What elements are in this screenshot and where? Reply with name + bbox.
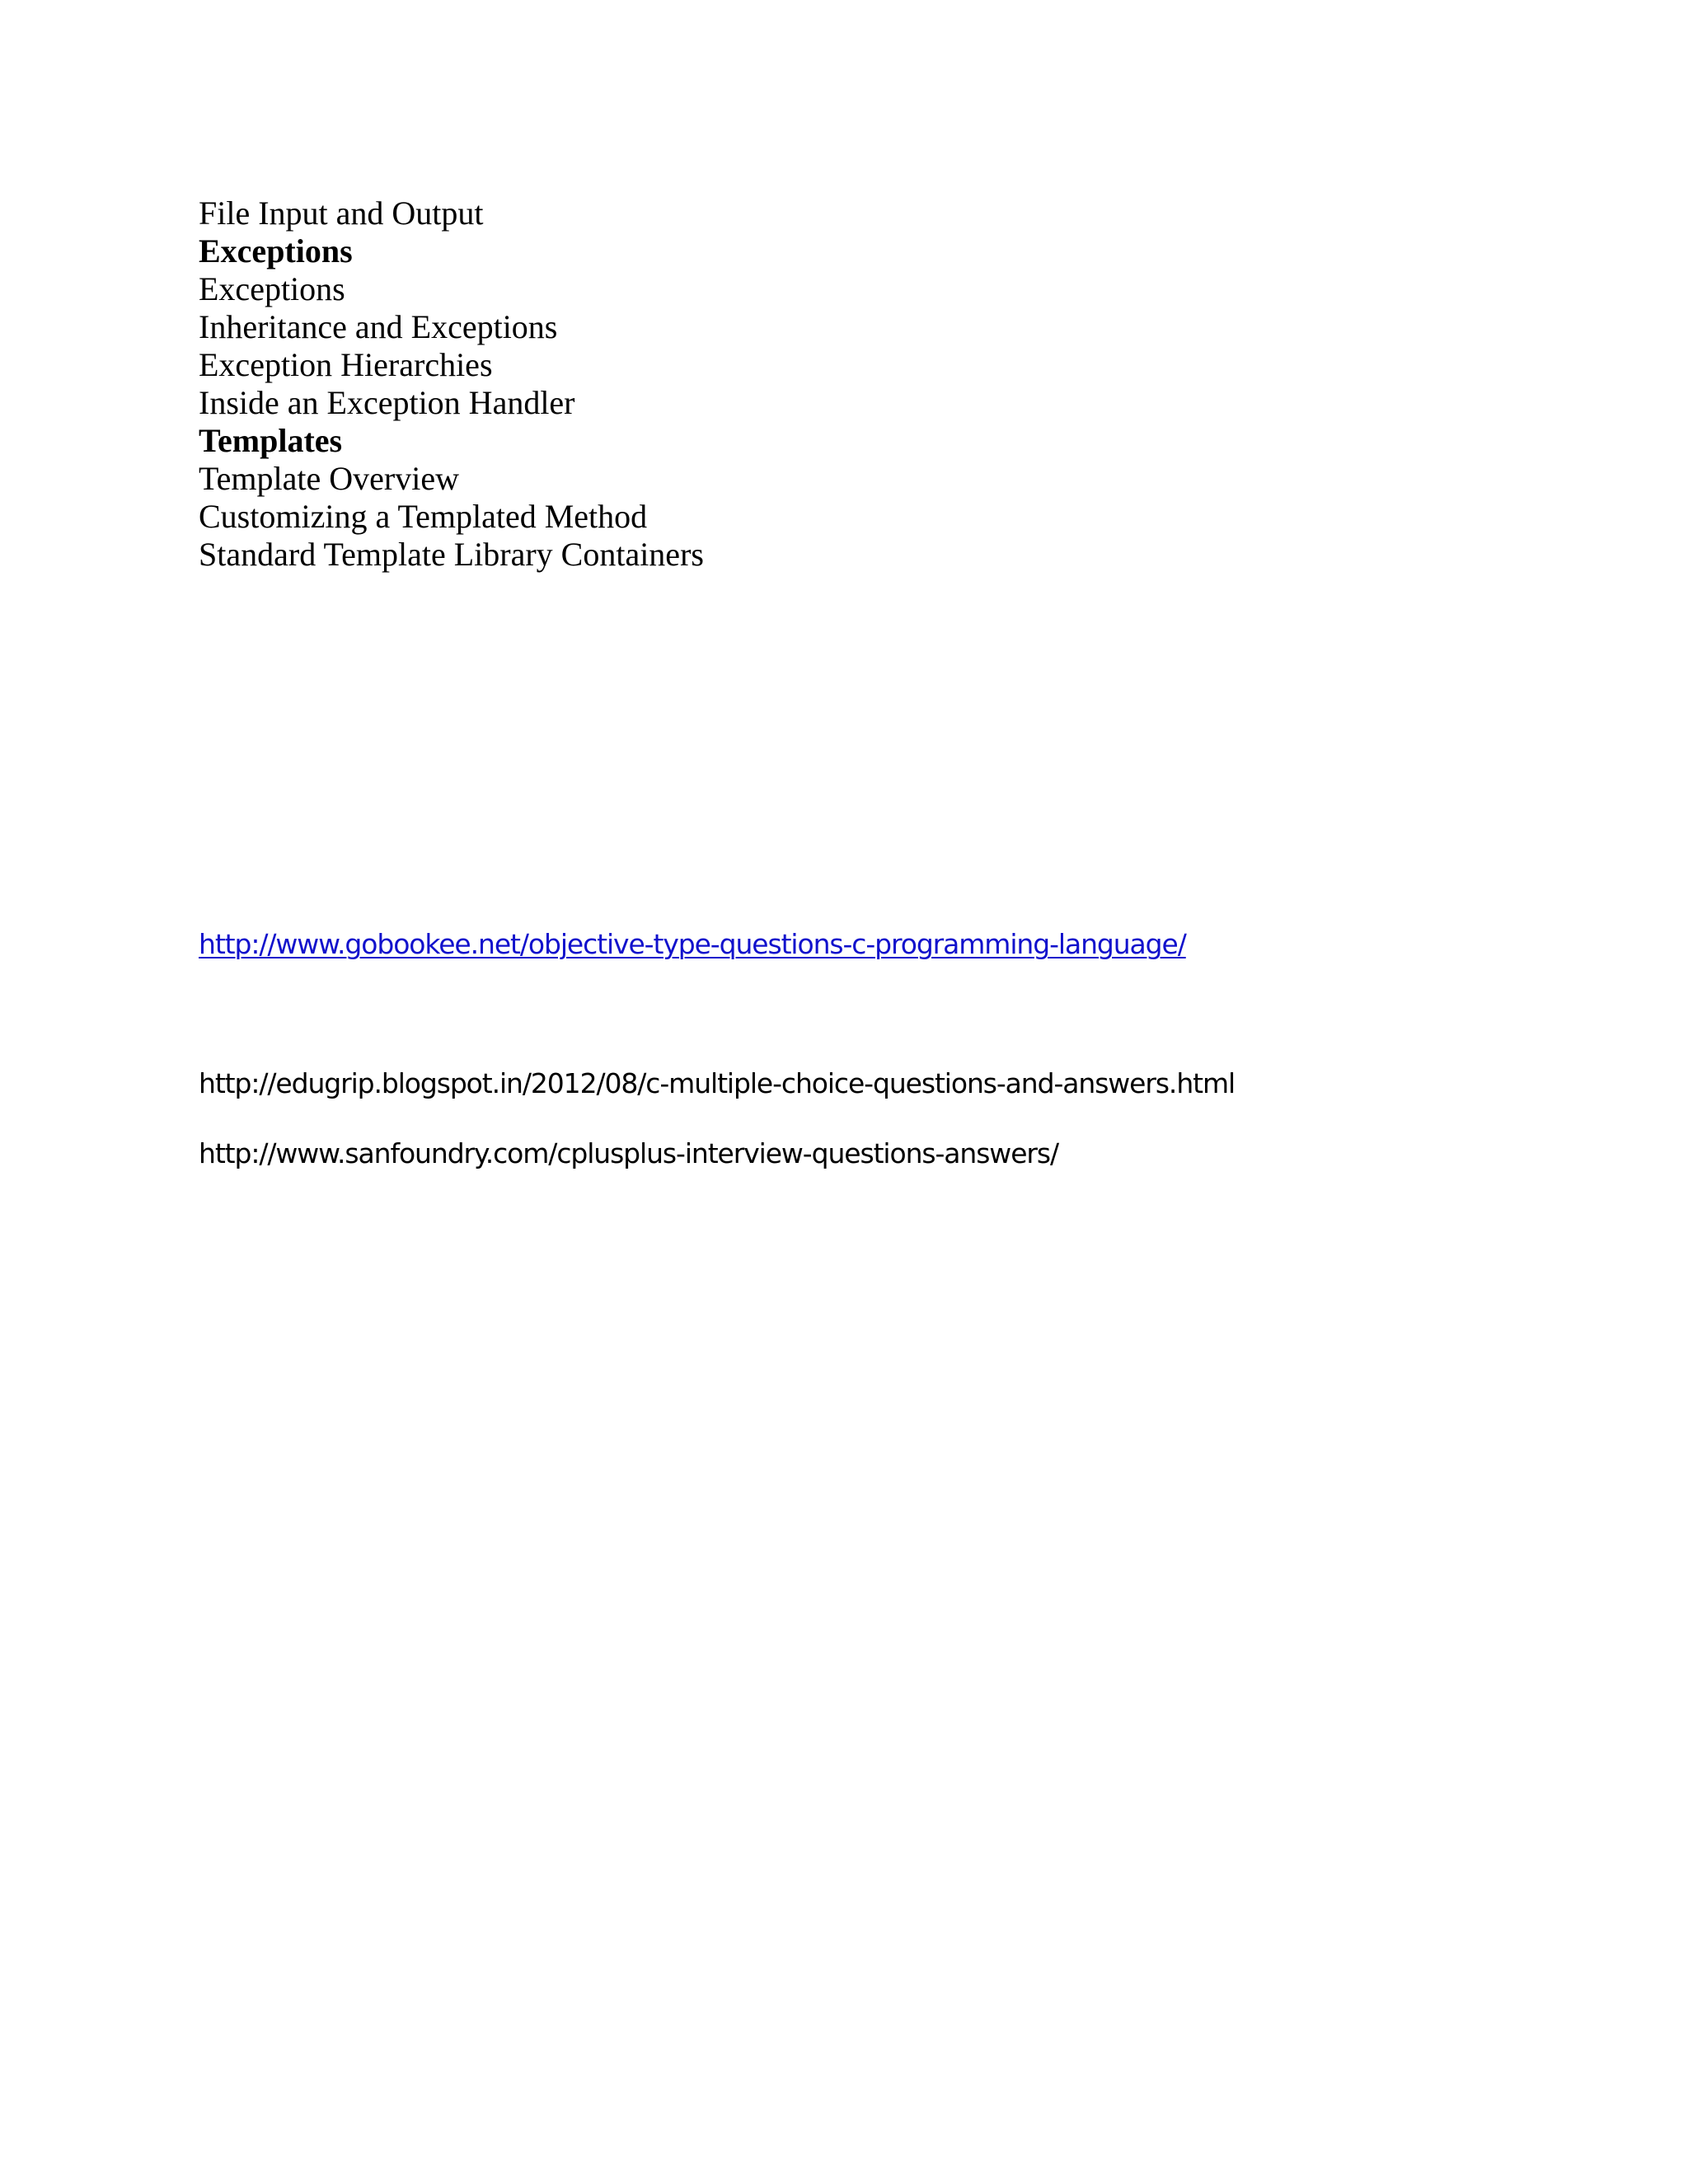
topic-item: Template Overview: [199, 460, 459, 497]
topic-item: Inheritance and Exceptions: [199, 308, 558, 345]
topic-item: Standard Template Library Containers: [199, 536, 704, 573]
gobookee-link[interactable]: http://www.gobookee.net/objective-type-questions-c-programming-language/: [199, 928, 1186, 960]
edugrip-url-text: http://edugrip.blogspot.in/2012/08/c-multiple-choice-questions-and-answers.html: [199, 1067, 1236, 1099]
topic-item: Exception Hierarchies: [199, 346, 493, 383]
section-heading-exceptions: Exceptions: [199, 232, 353, 269]
topic-item: Exceptions: [199, 270, 345, 307]
topic-item: File Input and Output: [199, 194, 484, 232]
section-heading-templates: Templates: [199, 422, 343, 459]
topic-list: [199, 194, 704, 574]
sanfoundry-url-text: http://www.sanfoundry.com/cplusplus-interview-questions-answers/: [199, 1137, 1058, 1169]
topic-item: Customizing a Templated Method: [199, 498, 648, 535]
topic-item: Inside an Exception Handler: [199, 384, 575, 421]
